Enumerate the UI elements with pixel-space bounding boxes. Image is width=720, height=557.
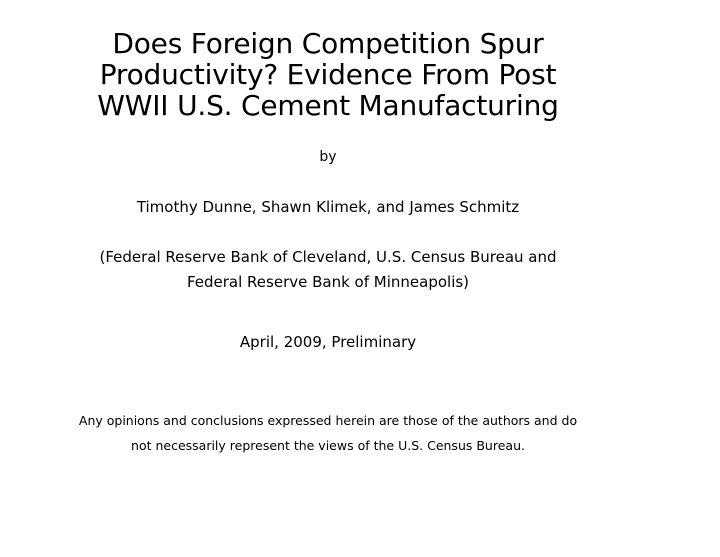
author-list: Timothy Dunne, Shawn Klimek, and James Schmitz: [136, 198, 520, 216]
affiliations: [0, 245, 656, 295]
paper-title: [0, 28, 656, 121]
disclaimer-line-2: not necessarily represent the views of the U.S. Census Bureau.: [131, 438, 525, 453]
date-status: April, 2009, Preliminary: [239, 333, 417, 351]
paper-title-line-3: WWII U.S. Cement Manufacturing: [97, 89, 559, 122]
affiliations-line-1: (Federal Reserve Bank of Cleveland, U.S. Census Bureau and: [99, 248, 557, 266]
disclaimer: [0, 408, 656, 458]
affiliations-line-2: Federal Reserve Bank of Minneapolis): [186, 273, 470, 291]
disclaimer-line-1: Any opinions and conclusions expressed herein are those of the authors and do: [78, 413, 578, 428]
paper-title-line-1: Does Foreign Competition Spur: [112, 27, 544, 60]
by-label: by: [319, 149, 337, 165]
paper-title-line-2: Productivity? Evidence From Post: [99, 58, 557, 91]
